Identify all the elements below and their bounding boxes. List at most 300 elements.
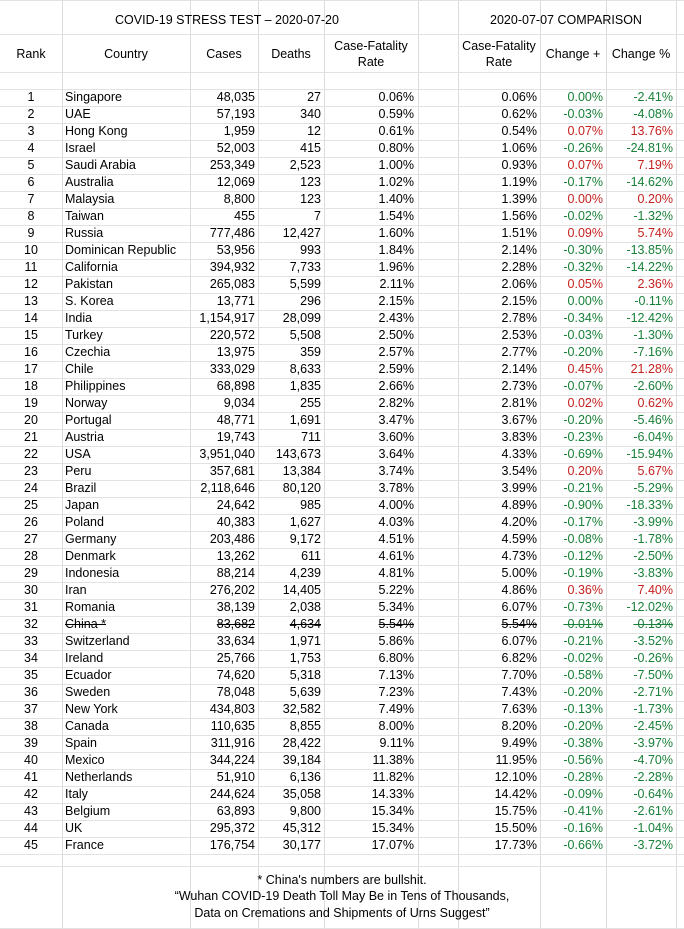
cell-deaths: 5,639 (289, 685, 321, 699)
cell-pct: -1.32% (633, 209, 673, 223)
cell-rank: 23 (24, 464, 38, 478)
cell-cases: 57,193 (216, 107, 255, 121)
cell-country: India (65, 311, 93, 325)
cell-change: -0.17% (563, 175, 603, 189)
cell-change: -0.02% (563, 209, 603, 223)
cell-prev: 15.50% (494, 821, 537, 835)
cell-prev: 9.49% (501, 736, 537, 750)
cell-prev: 15.75% (494, 804, 537, 818)
cell-deaths: 993 (300, 243, 321, 257)
cell-rank: 21 (24, 430, 38, 444)
cell-cfr: 2.59% (378, 362, 414, 376)
cell-cfr: 15.34% (371, 821, 414, 835)
cell-rank: 33 (24, 634, 38, 648)
cell-country: UK (65, 821, 83, 835)
grid-row-line (0, 72, 684, 73)
grid-row-line (0, 34, 684, 35)
footnote-line-3: Data on Cremations and Shipments of Urns Suggest” (194, 906, 490, 920)
cell-cases: 3,951,040 (199, 447, 255, 461)
cell-change: -0.30% (563, 243, 603, 257)
cell-deaths: 1,835 (289, 379, 321, 393)
cell-cfr: 11.82% (372, 770, 414, 784)
cell-country: Ireland (65, 651, 104, 665)
cell-pct: -5.29% (633, 481, 673, 495)
cell-pct: -13.85% (626, 243, 673, 257)
cell-cfr: 2.57% (378, 345, 414, 359)
cell-prev: 1.06% (501, 141, 537, 155)
cell-rank: 2 (27, 107, 35, 121)
cell-pct: -2.50% (633, 549, 673, 563)
cell-cases: 53,956 (216, 243, 255, 257)
cell-cases: 63,893 (216, 804, 255, 818)
cell-pct: -4.08% (633, 107, 673, 121)
cell-rank: 29 (24, 566, 38, 580)
cell-deaths: 8,855 (289, 719, 321, 733)
cell-country: Iran (65, 583, 87, 597)
cell-cases: 777,486 (209, 226, 255, 240)
comparison-title: 2020-07-07 COMPARISON (490, 13, 642, 27)
cell-pct: -24.81% (626, 141, 673, 155)
cell-country: Belgium (65, 804, 111, 818)
cell-country: France (65, 838, 104, 852)
cell-cases: 19,743 (216, 430, 255, 444)
cell-prev: 7.63% (501, 702, 537, 716)
header-deaths: Deaths (271, 47, 311, 61)
cell-cfr: 4.51% (378, 532, 414, 546)
cell-cfr: 14.33% (371, 787, 414, 801)
cell-country: Germany (65, 532, 117, 546)
cell-country: Portugal (65, 413, 112, 427)
cell-country: Czechia (65, 345, 111, 359)
cell-cases: 40,383 (216, 515, 255, 529)
cell-deaths: 6,136 (289, 770, 321, 784)
cell-cfr: 5.54% (378, 617, 414, 631)
cell-cfr: 3.60% (378, 430, 414, 444)
cell-cases: 1,959 (223, 124, 255, 138)
cell-country: UAE (65, 107, 91, 121)
cell-country: S. Korea (65, 294, 114, 308)
cell-deaths: 35,058 (282, 787, 321, 801)
cell-cases: 455 (234, 209, 255, 223)
cell-rank: 20 (24, 413, 38, 427)
cell-cases: 48,035 (216, 90, 255, 104)
cell-rank: 5 (27, 158, 35, 172)
cell-country: Norway (65, 396, 108, 410)
cell-cfr: 0.06% (378, 90, 414, 104)
header-change-pct: Change % (611, 47, 671, 61)
cell-change: -0.32% (563, 260, 603, 274)
cell-cases: 265,083 (209, 277, 255, 291)
cell-deaths: 4,239 (289, 566, 321, 580)
cell-change: -0.26% (563, 141, 603, 155)
cell-prev: 2.78% (501, 311, 537, 325)
cell-rank: 7 (27, 192, 35, 206)
cell-pct: -3.83% (633, 566, 673, 580)
cell-cases: 48,771 (216, 413, 255, 427)
cell-cases: 13,771 (216, 294, 255, 308)
cell-cfr: 1.00% (378, 158, 414, 172)
cell-cases: 78,048 (216, 685, 255, 699)
cell-deaths: 1,971 (289, 634, 321, 648)
cell-change: 0.45% (567, 362, 603, 376)
cell-change: 0.20% (567, 464, 603, 478)
cell-cases: 434,803 (209, 702, 255, 716)
cell-pct: 7.40% (637, 583, 673, 597)
cell-rank: 27 (24, 532, 38, 546)
cell-deaths: 415 (300, 141, 321, 155)
cell-change: -0.12% (563, 549, 603, 563)
cell-pct: -2.45% (633, 719, 673, 733)
cell-prev: 4.20% (501, 515, 537, 529)
cell-deaths: 985 (300, 498, 321, 512)
cell-cfr: 2.50% (378, 328, 414, 342)
cell-country: Brazil (65, 481, 97, 495)
cell-prev: 5.00% (501, 566, 537, 580)
cell-pct: -0.11% (634, 294, 673, 308)
cell-change: -0.73% (563, 600, 603, 614)
cell-deaths: 12 (307, 124, 321, 138)
cell-country: Pakistan (65, 277, 113, 291)
header-rank: Rank (16, 47, 46, 61)
cell-cases: 110,635 (210, 719, 255, 733)
cell-pct: 0.20% (637, 192, 673, 206)
cell-change: -0.34% (563, 311, 603, 325)
grid-row-line (0, 866, 684, 867)
cell-rank: 16 (24, 345, 38, 359)
cell-cases: 295,372 (209, 821, 255, 835)
cell-rank: 39 (24, 736, 38, 750)
cell-rank: 3 (27, 124, 35, 138)
cell-country: Denmark (65, 549, 116, 563)
cell-cfr: 2.11% (379, 277, 414, 291)
cell-prev: 11.95% (495, 753, 537, 767)
cell-prev: 2.28% (501, 260, 537, 274)
cell-prev: 2.73% (501, 379, 537, 393)
cell-deaths: 123 (300, 192, 321, 206)
header-prev-cfr-line2: Rate (485, 55, 513, 69)
cell-rank: 42 (24, 787, 38, 801)
cell-change: 0.00% (567, 192, 603, 206)
cell-cases: 12,069 (216, 175, 255, 189)
cell-prev: 12.10% (494, 770, 537, 784)
cell-country: China * (65, 617, 106, 631)
cell-rank: 41 (24, 770, 38, 784)
header-change-plus: Change + (545, 47, 601, 61)
cell-country: Spain (65, 736, 97, 750)
cell-deaths: 13,384 (282, 464, 321, 478)
cell-pct: -2.61% (633, 804, 673, 818)
grid-row-line (0, 0, 684, 1)
cell-cases: 311,916 (210, 736, 255, 750)
cell-cases: 24,642 (216, 498, 255, 512)
cell-pct: -7.50% (633, 668, 673, 682)
cell-prev: 1.56% (501, 209, 537, 223)
cell-prev: 5.54% (501, 617, 537, 631)
cell-deaths: 123 (300, 175, 321, 189)
cell-cfr: 1.54% (378, 209, 414, 223)
cell-country: Indonesia (65, 566, 120, 580)
cell-rank: 9 (27, 226, 35, 240)
cell-cfr: 4.00% (378, 498, 414, 512)
cell-rank: 35 (24, 668, 38, 682)
cell-deaths: 296 (300, 294, 321, 308)
cell-prev: 2.53% (501, 328, 537, 342)
cell-deaths: 340 (300, 107, 321, 121)
cell-cfr: 4.81% (378, 566, 414, 580)
cell-cfr: 3.74% (378, 464, 414, 478)
cell-pct: 2.36% (637, 277, 673, 291)
cell-change: -0.21% (563, 634, 603, 648)
cell-cfr: 1.02% (378, 175, 414, 189)
cell-change: -0.21% (563, 481, 603, 495)
cell-prev: 8.20% (501, 719, 537, 733)
cell-deaths: 1,753 (289, 651, 321, 665)
cell-prev: 3.83% (501, 430, 537, 444)
cell-deaths: 28,422 (282, 736, 321, 750)
header-cases: Cases (206, 47, 242, 61)
cell-cases: 1,154,917 (199, 311, 255, 325)
cell-change: 0.00% (567, 90, 603, 104)
cell-cfr: 2.66% (378, 379, 414, 393)
cell-pct: -0.13% (633, 617, 673, 631)
cell-change: 0.07% (567, 158, 603, 172)
cell-rank: 31 (24, 600, 38, 614)
cell-pct: 7.19% (637, 158, 673, 172)
cell-cases: 333,029 (209, 362, 255, 376)
cell-country: Italy (65, 787, 88, 801)
cell-deaths: 2,523 (289, 158, 321, 172)
cell-cfr: 8.00% (378, 719, 414, 733)
cell-cfr: 15.34% (371, 804, 414, 818)
cell-country: Singapore (65, 90, 122, 104)
cell-cases: 68,898 (216, 379, 255, 393)
cell-deaths: 1,627 (289, 515, 321, 529)
cell-cfr: 5.34% (378, 600, 414, 614)
cell-country: Chile (65, 362, 94, 376)
cell-deaths: 14,405 (282, 583, 321, 597)
cell-pct: 5.67% (637, 464, 673, 478)
cell-cfr: 4.61% (378, 549, 414, 563)
cell-country: Switzerland (65, 634, 130, 648)
cell-cfr: 5.22% (378, 583, 414, 597)
cell-change: -0.03% (563, 107, 603, 121)
grid-row-line (0, 854, 684, 855)
cell-pct: -7.16% (633, 345, 673, 359)
cell-rank: 13 (24, 294, 38, 308)
cell-deaths: 7 (314, 209, 321, 223)
cell-rank: 38 (24, 719, 38, 733)
cell-rank: 8 (27, 209, 35, 223)
header-cfr-line1: Case-Fatality (334, 39, 408, 53)
cell-cases: 203,486 (209, 532, 255, 546)
cell-change: -0.02% (563, 651, 603, 665)
cell-change: 0.05% (567, 277, 603, 291)
cell-prev: 6.82% (501, 651, 537, 665)
cell-cases: 176,754 (209, 838, 255, 852)
cell-rank: 15 (24, 328, 38, 342)
cell-cases: 25,766 (216, 651, 255, 665)
cell-prev: 2.15% (501, 294, 537, 308)
cell-country: Russia (65, 226, 104, 240)
cell-deaths: 1,691 (289, 413, 321, 427)
cell-deaths: 2,038 (289, 600, 321, 614)
cell-country: Malaysia (65, 192, 115, 206)
cell-cases: 253,349 (209, 158, 255, 172)
cell-change: -0.01% (563, 617, 603, 631)
cell-country: New York (65, 702, 118, 716)
cell-prev: 2.81% (501, 396, 537, 410)
main-title: COVID-19 STRESS TEST – 2020-07-20 (115, 13, 339, 27)
cell-country: Poland (65, 515, 104, 529)
cell-country: Austria (65, 430, 104, 444)
cell-change: -0.20% (563, 413, 603, 427)
cell-pct: -3.97% (633, 736, 673, 750)
cell-cfr: 7.23% (378, 685, 414, 699)
cell-pct: -14.62% (626, 175, 673, 189)
cell-change: -0.23% (563, 430, 603, 444)
cell-change: -0.58% (563, 668, 603, 682)
cell-pct: -6.04% (633, 430, 673, 444)
cell-change: -0.16% (563, 821, 603, 835)
cell-change: 0.00% (567, 294, 603, 308)
cell-cfr: 11.38% (372, 753, 414, 767)
cell-prev: 6.07% (501, 600, 537, 614)
cell-cfr: 9.11% (379, 736, 414, 750)
cell-rank: 30 (24, 583, 38, 597)
cell-prev: 7.70% (501, 668, 537, 682)
cell-country: USA (65, 447, 91, 461)
cell-pct: -2.41% (633, 90, 673, 104)
cell-prev: 2.06% (501, 277, 537, 291)
cell-country: Netherlands (65, 770, 133, 784)
cell-rank: 32 (24, 617, 38, 631)
cell-cases: 88,214 (216, 566, 255, 580)
cell-cases: 220,572 (209, 328, 255, 342)
cell-pct: -2.71% (633, 685, 673, 699)
cell-deaths: 5,318 (289, 668, 321, 682)
cell-cases: 51,910 (216, 770, 255, 784)
cell-change: -0.66% (563, 838, 603, 852)
cell-prev: 1.39% (501, 192, 537, 206)
cell-prev: 0.62% (501, 107, 537, 121)
cell-country: Israel (65, 141, 96, 155)
cell-prev: 2.77% (501, 345, 537, 359)
cell-pct: 21.28% (630, 362, 673, 376)
cell-deaths: 32,582 (282, 702, 321, 716)
cell-deaths: 28,099 (282, 311, 321, 325)
cell-rank: 11 (24, 260, 38, 274)
cell-rank: 28 (24, 549, 38, 563)
cell-cases: 13,975 (216, 345, 255, 359)
cell-pct: -2.28% (633, 770, 673, 784)
cell-prev: 4.86% (501, 583, 537, 597)
cell-prev: 3.67% (501, 413, 537, 427)
cell-deaths: 255 (300, 396, 321, 410)
cell-rank: 17 (24, 362, 38, 376)
cell-change: -0.90% (563, 498, 603, 512)
cell-cfr: 2.15% (378, 294, 414, 308)
cell-cfr: 1.96% (378, 260, 414, 274)
cell-cases: 244,624 (209, 787, 255, 801)
cell-rank: 26 (24, 515, 38, 529)
cell-change: -0.08% (563, 532, 603, 546)
cell-rank: 34 (24, 651, 38, 665)
cell-prev: 3.99% (501, 481, 537, 495)
cell-pct: -1.78% (633, 532, 673, 546)
cell-deaths: 611 (301, 549, 321, 563)
cell-pct: -0.64% (633, 787, 673, 801)
cell-rank: 22 (24, 447, 38, 461)
cell-deaths: 9,800 (289, 804, 321, 818)
cell-pct: -1.04% (633, 821, 673, 835)
cell-deaths: 8,633 (289, 362, 321, 376)
cell-country: Japan (65, 498, 100, 512)
cell-rank: 19 (24, 396, 38, 410)
cell-pct: -12.02% (626, 600, 673, 614)
cell-cfr: 4.03% (378, 515, 414, 529)
cell-cfr: 1.40% (378, 192, 414, 206)
cell-deaths: 9,172 (289, 532, 321, 546)
cell-rank: 14 (24, 311, 38, 325)
cell-prev: 17.73% (494, 838, 537, 852)
cell-prev: 4.33% (501, 447, 537, 461)
footnote-line-2: “Wuhan COVID-19 Death Toll May Be in Tens of Thousands, (174, 889, 510, 903)
cell-cfr: 3.47% (378, 413, 414, 427)
cell-pct: -18.33% (626, 498, 673, 512)
header-country: Country (104, 47, 148, 61)
cell-cases: 52,003 (216, 141, 255, 155)
cell-rank: 12 (24, 277, 38, 291)
cell-cfr: 1.84% (378, 243, 414, 257)
cell-change: -0.17% (563, 515, 603, 529)
cell-rank: 6 (27, 175, 35, 189)
cell-prev: 4.73% (501, 549, 537, 563)
cell-cases: 9,034 (223, 396, 255, 410)
cell-deaths: 12,427 (282, 226, 321, 240)
cell-country: Ecuador (65, 668, 112, 682)
cell-deaths: 5,599 (289, 277, 321, 291)
cell-pct: -3.99% (633, 515, 673, 529)
cell-pct: -4.70% (633, 753, 673, 767)
cell-prev: 14.42% (494, 787, 537, 801)
cell-deaths: 30,177 (282, 838, 321, 852)
cell-pct: -0.26% (633, 651, 673, 665)
cell-cases: 344,224 (209, 753, 255, 767)
cell-rank: 10 (24, 243, 38, 257)
cell-deaths: 4,634 (289, 617, 321, 631)
cell-cfr: 6.80% (378, 651, 414, 665)
cell-rank: 45 (24, 838, 38, 852)
cell-cases: 2,118,646 (200, 481, 255, 495)
cell-cfr: 2.82% (378, 396, 414, 410)
cell-cfr: 17.07% (371, 838, 414, 852)
cell-prev: 2.14% (501, 243, 537, 257)
cell-cases: 83,682 (216, 617, 255, 631)
cell-deaths: 45,312 (282, 821, 321, 835)
cell-pct: 5.74% (637, 226, 673, 240)
cell-cfr: 7.49% (378, 702, 414, 716)
cell-deaths: 359 (300, 345, 321, 359)
cell-prev: 7.43% (501, 685, 537, 699)
cell-rank: 40 (24, 753, 38, 767)
cell-change: -0.38% (563, 736, 603, 750)
cell-deaths: 27 (307, 90, 321, 104)
cell-country: Canada (65, 719, 109, 733)
cell-pct: -2.60% (633, 379, 673, 393)
cell-pct: -15.94% (626, 447, 673, 461)
cell-rank: 43 (24, 804, 38, 818)
cell-prev: 4.59% (501, 532, 537, 546)
